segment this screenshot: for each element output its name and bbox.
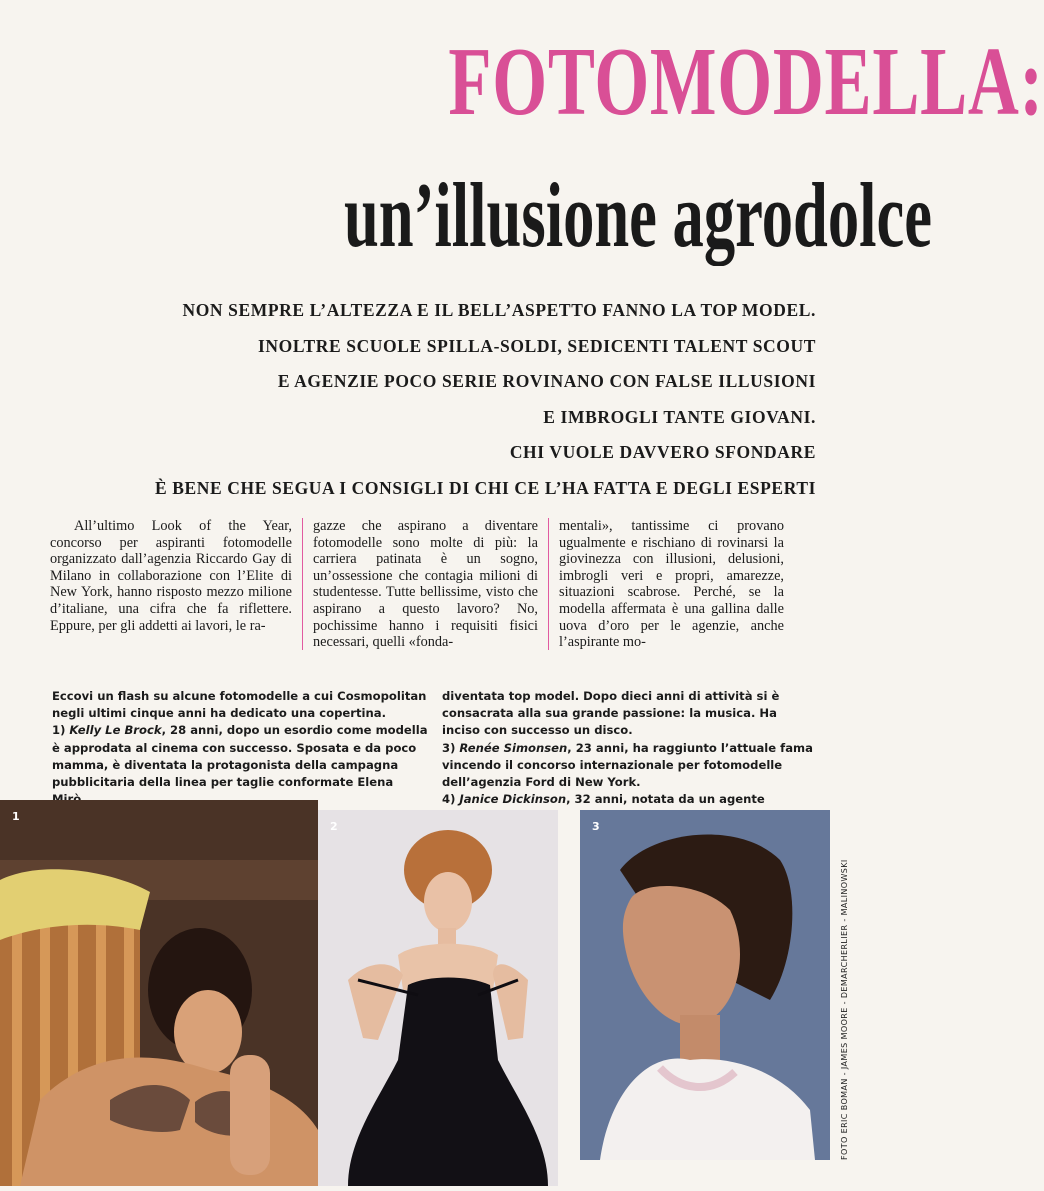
flash-intro: Eccovi un flash su alcune fotomodelle a cui Cosmopolitan negli ultimi cinque anni ha dedicato una copertina. <box>52 689 427 721</box>
model-name: Janice Dickinson <box>459 792 567 807</box>
face <box>424 872 472 932</box>
deck-line: È BENE CHE SEGUA I CONSIGLI DI CHI CE L’HA FATTA E DEGLI ESPERTI <box>155 477 816 498</box>
flash-item-3 <box>442 740 818 792</box>
photo-number: 1 <box>12 810 20 823</box>
item-text: , 28 anni, dopo un esordio come modella è approdata al cinema con successo. Sposata e da poco mamma, è diventata la protagonista della campagna pubblicitaria della linea per taglie conformate Elena <box>52 723 428 790</box>
photo-credit: FOTO ERIC BOMAN - JAMES MOORE - DEMARCHERLIER - MALINOWSKI <box>840 859 849 1160</box>
photo-kelly-le-brock <box>0 800 318 1186</box>
item-number: 3) <box>442 740 456 755</box>
model-name: Renée Simonsen <box>459 740 568 755</box>
item-number: 1) <box>52 723 66 738</box>
photo-rosie-vela <box>318 810 558 1186</box>
photo-1-illustration <box>0 800 318 1186</box>
neck <box>680 1015 720 1065</box>
flash-column-right <box>442 688 818 826</box>
body-columns <box>50 518 820 650</box>
photo-2-illustration <box>318 810 558 1186</box>
body-column-3: mentali», tantissime ci provano ugualmente e rischiano di rovinarsi la giovinezza con illusioni, delusioni, imbrogli veri e propri, amarezze, situazioni scabrose. Perché, se la modella affermata è una gallina dalle uova d’oro per le agenzie, anche l’aspirante mo- <box>548 518 794 650</box>
deck-line: NON SEMPRE L’ALTEZZA E IL BELL’ASPETTO FANNO LA TOP MODEL. <box>182 300 816 320</box>
deck-subheading <box>40 293 816 506</box>
photo-number: 3 <box>592 820 600 833</box>
arm <box>230 1055 270 1175</box>
photo-renee-simonsen <box>580 810 830 1160</box>
item-text: , 32 anni, notata da un agente <box>566 792 765 807</box>
item-number: 4) <box>442 792 456 807</box>
face <box>174 990 242 1074</box>
deck-line: INOLTRE SCUOLE SPILLA-SOLDI, SEDICENTI TALENT SCOUT <box>257 335 816 356</box>
headline-illusione: un’illusione agrodolce <box>344 164 933 266</box>
photo-number: 2 <box>330 820 338 833</box>
model-name: Kelly Le Brock <box>69 723 162 738</box>
flash-item-2-continued: diventata top model. Dopo dieci anni di attività si è consacrata alla sua grande passione: la musica. Ha inciso con successo un disco. <box>442 689 780 738</box>
body-column-1: All’ultimo Look of the Year, concorso per aspiranti fotomodelle organizzato dall’agenzia Riccardo Gay di Milano in collaborazione con l’Elite di New York, hanno risposto mezzo milione d’italiane, una cifra che fa riflettere. Eppure, per gli addetti ai lavori, le ra- <box>50 518 292 634</box>
flash-item-1 <box>52 722 428 808</box>
body-column-2: gazze che aspirano a diventare fotomodelle sono molte di più: la carriera patinata è un sogno, un’ossessione che contagia milioni di studentesse. Tutte bellissime, visto che aspirano a questo lavoro? No, pochissime hanno i requisiti fisici necessari, quelli «fonda- <box>302 518 548 650</box>
item-text: , 23 anni, ha raggiunto l’attuale fama vincendo il concorso internazionale per fotomodelle dell’agenzia Ford di New York. <box>442 740 813 790</box>
headline-fotomodella: FOTOMODELLA: <box>448 28 1044 136</box>
deck-line: E AGENZIE POCO SERIE ROVINANO CON FALSE ILLUSIONI <box>277 371 816 391</box>
deck-line: E IMBROGLI TANTE GIOVANI. <box>543 406 816 427</box>
photo-3-illustration <box>580 810 830 1160</box>
deck-line: CHI VUOLE DAVVERO SFONDARE <box>509 442 816 462</box>
